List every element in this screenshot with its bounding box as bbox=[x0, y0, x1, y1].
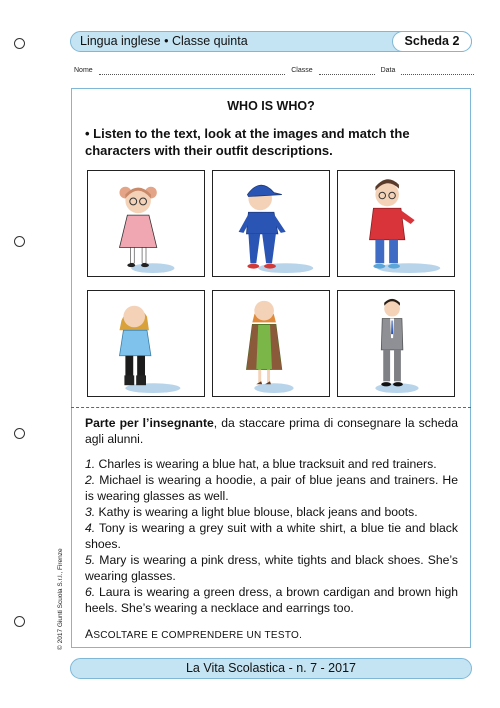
description-item: 4. Tony is wearing a grey suit with a white shirt, a blue tie and black shoes. bbox=[85, 521, 458, 551]
teacher-note-rest: , da staccare prima di consegnare la scheda agli alunni. bbox=[85, 416, 458, 446]
class-field[interactable] bbox=[319, 67, 375, 75]
binder-hole bbox=[14, 428, 25, 439]
girl-pink-dress-illustration bbox=[88, 171, 204, 276]
boy-blue-tracksuit-illustration bbox=[213, 171, 329, 276]
instruction-text: • Listen to the text, look at the images and match the characters with their outfit descriptions. bbox=[85, 126, 410, 158]
girl-light-blue-blouse-illustration bbox=[88, 291, 204, 396]
skill-footnote: ASCOLTARE E COMPRENDERE UN TESTO. bbox=[85, 627, 303, 641]
woman-green-dress-illustration bbox=[213, 291, 329, 396]
header-title: Lingua inglese • Classe quinta bbox=[80, 34, 248, 48]
character-panel-boy-red-hoodie[interactable] bbox=[337, 170, 455, 277]
teacher-note bbox=[85, 415, 458, 447]
name-field[interactable] bbox=[99, 67, 286, 75]
character-panel-woman-green-dress[interactable] bbox=[212, 290, 330, 397]
man-grey-suit-illustration bbox=[338, 291, 454, 396]
cut-line bbox=[71, 407, 471, 408]
sheet-label: Scheda 2 bbox=[392, 31, 472, 52]
description-item: 5. Mary is wearing a pink dress, white tights and black shoes. She’s wearing glasses. bbox=[85, 553, 458, 583]
boy-red-hoodie-illustration bbox=[338, 171, 454, 276]
description-item: 2. Michael is wearing a hoodie, a pair of blue jeans and trainers. He is wearing glasses as well. bbox=[85, 473, 458, 503]
copyright-text: © 2017 Giunti Scuola S.r.l., Firenze bbox=[57, 548, 64, 650]
footer-bar: La Vita Scolastica - n. 7 - 2017 bbox=[70, 658, 472, 679]
description-list bbox=[85, 456, 458, 616]
name-label: Nome bbox=[74, 67, 93, 74]
binder-hole bbox=[14, 236, 25, 247]
binder-hole bbox=[14, 616, 25, 627]
worksheet-title: WHO IS WHO? bbox=[227, 99, 315, 113]
character-panel-boy-blue-tracksuit[interactable] bbox=[212, 170, 330, 277]
character-panel-girl-pink-dress[interactable] bbox=[87, 170, 205, 277]
class-label: Classe bbox=[291, 67, 313, 74]
student-fields bbox=[74, 67, 474, 75]
description-item: 6. Laura is wearing a green dress, a brown cardigan and brown high heels. She’s wearing a necklace and earrings too. bbox=[85, 585, 458, 615]
character-panel-man-grey-suit[interactable] bbox=[337, 290, 455, 397]
character-panel-girl-light-blue-blouse[interactable] bbox=[87, 290, 205, 397]
date-label: Data bbox=[380, 67, 396, 74]
date-field[interactable] bbox=[401, 67, 474, 75]
binder-hole bbox=[14, 38, 25, 49]
teacher-note-lead: Parte per l’insegnante bbox=[85, 416, 214, 430]
description-item: 3. Kathy is wearing a light blue blouse, black jeans and boots. bbox=[85, 505, 418, 519]
description-item: 1. Charles is wearing a blue hat, a blue tracksuit and red trainers. bbox=[85, 457, 437, 471]
